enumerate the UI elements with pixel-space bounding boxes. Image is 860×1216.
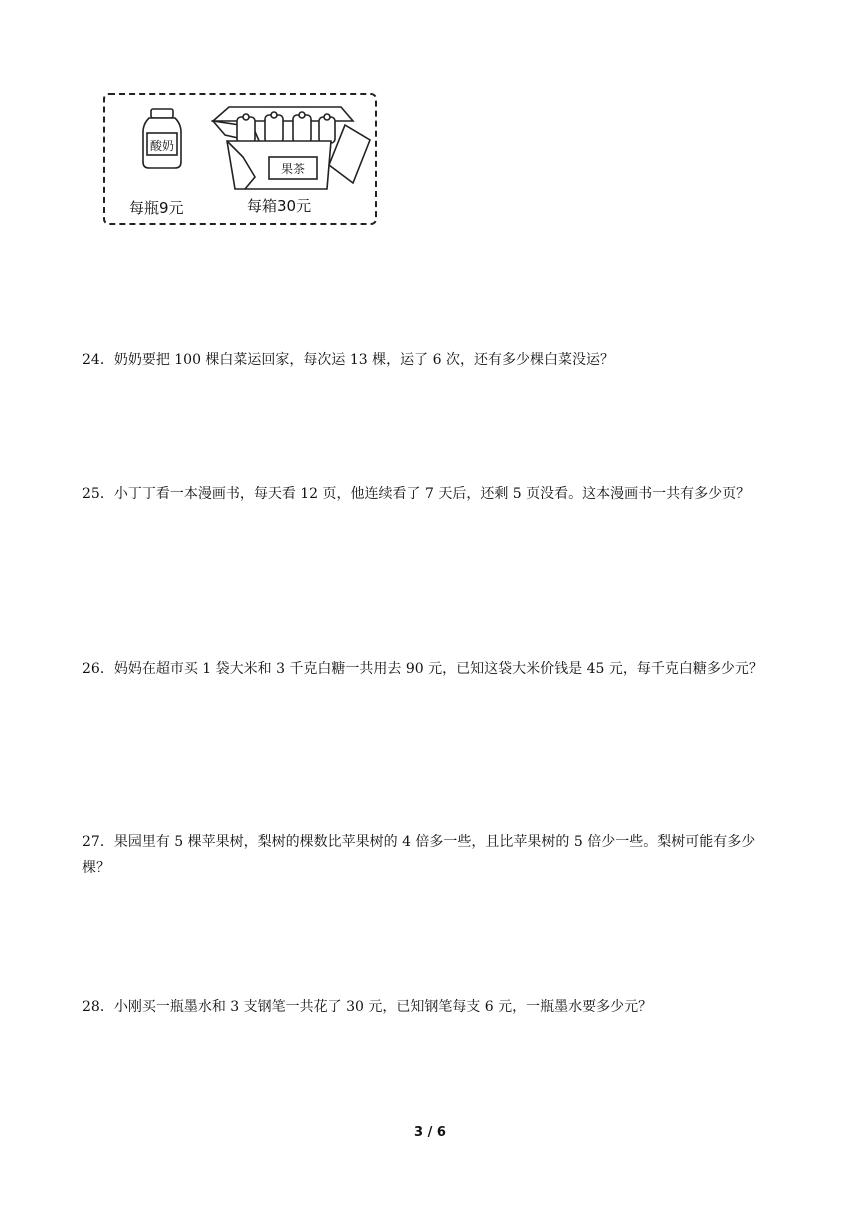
yogurt-price: 每瓶9元 (129, 199, 184, 217)
question-24: 24．奶奶要把 100 棵白菜运回家，每次运 13 棵，运了 6 次，还有多少棵白菜没运？ (82, 352, 614, 368)
yogurt-label: 酸奶 (149, 139, 175, 153)
question-27: 27．果园里有 5 棵苹果树，梨树的棵数比苹果树的 4 倍多一些，且比苹果树的 5 倍少一些。梨树可能有多少棵？ (82, 834, 756, 876)
price-figure (103, 93, 377, 225)
question-28: 28．小刚买一瓶墨水和 3 支钢笔一共花了 30 元，已知钢笔每支 6 元，一瓶墨水要多少元？ (82, 999, 653, 1015)
tea-box-price: 每箱30元 (247, 197, 312, 215)
question-26: 26．妈妈在超市买 1 袋大米和 3 千克白糖一共用去 90 元，已知这袋大米价钱是 45 元，每千克白糖多少元？ (82, 661, 763, 677)
tea-box-icon (213, 107, 370, 189)
question-25: 25．小丁丁看一本漫画书，每天看 12 页，他连续看了 7 天后，还剩 5 页没看。这本漫画书一共有多少页？ (82, 486, 751, 502)
tea-box-label: 果茶 (280, 162, 306, 176)
page-number: 3 / 6 (414, 1125, 446, 1140)
